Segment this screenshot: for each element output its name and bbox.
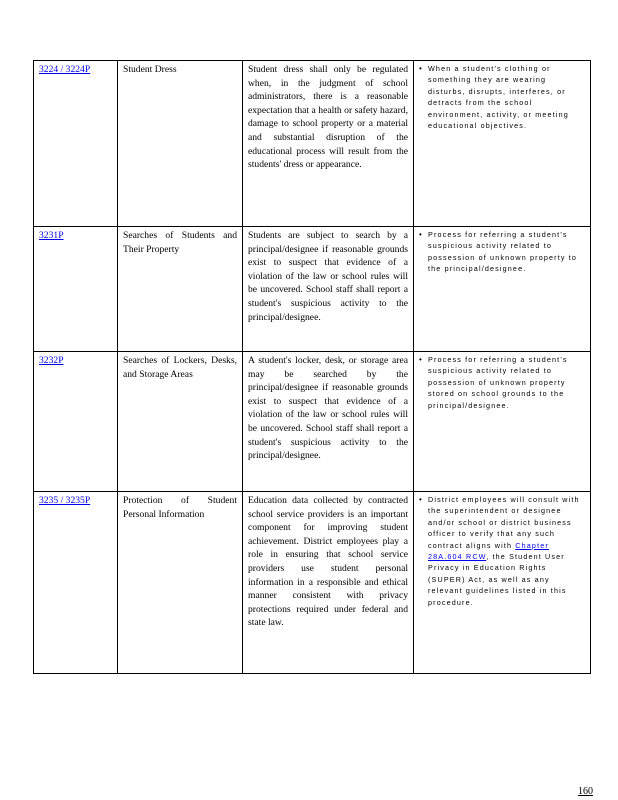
policy-title: Protection of Student Personal Information xyxy=(118,492,243,674)
policy-number-cell xyxy=(34,492,118,674)
table-row xyxy=(34,61,591,227)
procedure-bullet: • When a student's clothing or something they are wearing disturbs, disrupts, interferes, or detracts from the school environment, activity, or meeting educational objectives. xyxy=(428,63,585,131)
policy-number-link[interactable]: 3224 / 3224P xyxy=(39,64,91,75)
procedure-text: , the Student User Privacy in Education Rights (SUPER) Act, as well as any relevant guidelines listed in this procedure. xyxy=(428,552,567,607)
policy-number-cell xyxy=(34,227,118,352)
table-row xyxy=(34,227,591,352)
procedure-bullet xyxy=(428,494,585,608)
procedure-cell xyxy=(414,492,591,674)
policy-title: Student Dress xyxy=(118,61,243,227)
rcw-chapter-link[interactable]: Chapter 28A.604 RCW xyxy=(428,540,549,562)
policy-summary: Education data collected by contracted school service providers is an important component for improving student achievement. District employees play a role in ensuring that school service providers use student personal information in a responsible and ethical manner consistent with privacy protections required under federal and state law. xyxy=(243,492,414,674)
procedure-bullet: • Process for referring a student's suspicious activity related to possession of unknown property stored on school grounds to the principal/designee. xyxy=(428,354,585,411)
policy-table xyxy=(33,60,591,674)
procedure-cell xyxy=(414,61,591,227)
policy-title: Searches of Students and Their Property xyxy=(118,227,243,352)
procedure-cell xyxy=(414,352,591,492)
policy-number-link[interactable]: 3231P xyxy=(39,230,64,241)
policy-summary: Student dress shall only be regulated when, in the judgment of school administrators, there is a reasonable expectation that a health or safety hazard, damage to school property or a material and substantial disruption of the educational process will result from the students' dress or appearance. xyxy=(243,61,414,227)
procedure-cell xyxy=(414,227,591,352)
policy-summary: A student's locker, desk, or storage area may be searched by the principal/designee if reasonable grounds exist to suspect that evidence of a violation of the law or school rules will be uncovered. School staff shall report a student's suspicious activity to the principal/designee. xyxy=(243,352,414,492)
policy-title: Searches of Lockers, Desks, and Storage Areas xyxy=(118,352,243,492)
policy-summary: Students are subject to search by a principal/designee if reasonable grounds exist to suspect that evidence of a violation of the law or school rules will be uncovered. School staff shall report a student's suspicious activity to the principal/designee. xyxy=(243,227,414,352)
page-number: 160 xyxy=(578,786,593,797)
policy-number-cell xyxy=(34,352,118,492)
procedure-text: District employees will consult with the superintendent or designee and/or school or district business officer to verify that any such contract aligns with xyxy=(428,495,580,550)
procedure-bullet: • Process for referring a student's suspicious activity related to possession of unknown property to the principal/designee. xyxy=(428,229,585,275)
policy-number-cell xyxy=(34,61,118,227)
table-row xyxy=(34,492,591,674)
policy-number-link[interactable]: 3235 / 3235P xyxy=(39,495,91,506)
table-row xyxy=(34,352,591,492)
policy-number-link[interactable]: 3232P xyxy=(39,355,64,366)
